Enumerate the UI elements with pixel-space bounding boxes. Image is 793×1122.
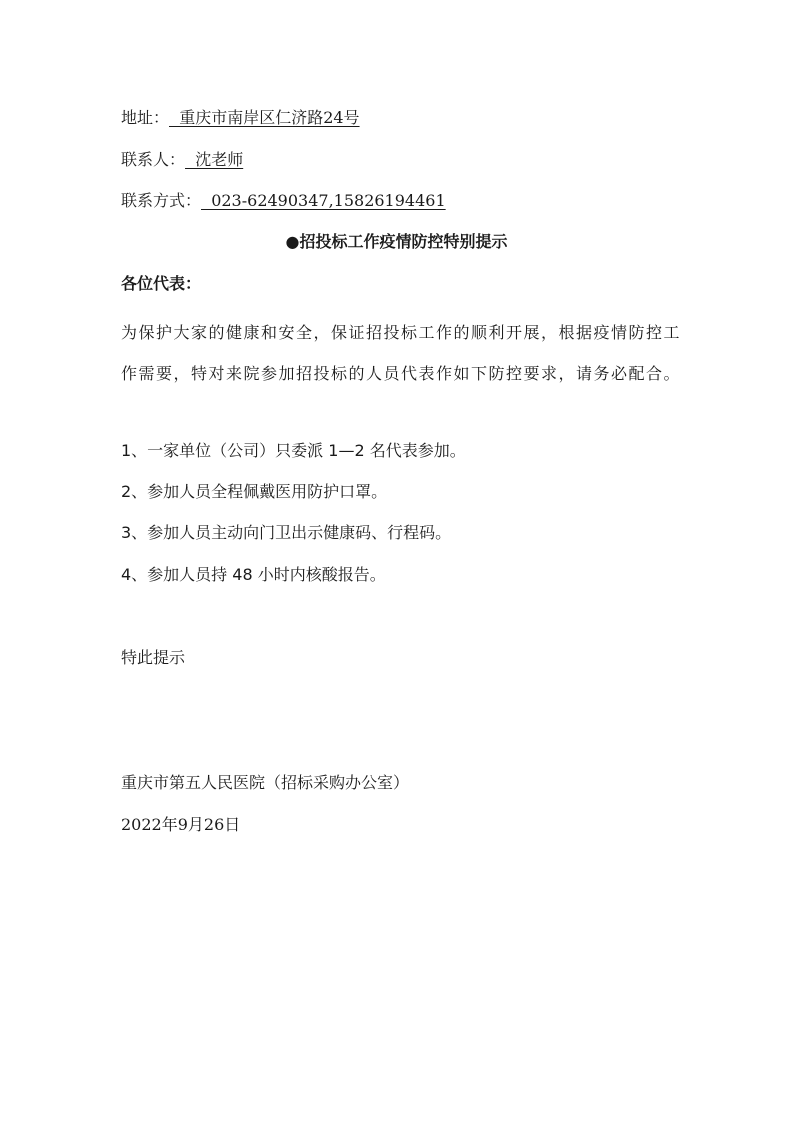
- intro-paragraph: 为保护大家的健康和安全，保证招投标工作的顺利开展，根据疫情防控工作需要，特对来院参加招投标的人员代表作如下防控要求，请务必配合。: [121, 323, 682, 383]
- list-item: 3、参加人员主动向门卫出示健康码、行程码。: [121, 523, 452, 542]
- address-label: 地址：: [121, 108, 170, 127]
- notice-title: ●招投标工作疫情防控特别提示: [285, 232, 508, 251]
- signature-org: 重庆市第五人民医院（招标采购办公室）: [121, 773, 410, 792]
- address-line: [121, 108, 360, 128]
- list-item: 4、参加人员持 48 小时内核酸报告。: [121, 565, 386, 584]
- closing-text: 特此提示: [121, 648, 186, 667]
- contact-person-line: [121, 150, 243, 170]
- contact-person-value: 沈老师: [185, 150, 244, 169]
- list-item: 2、参加人员全程佩戴医用防护口罩。: [121, 482, 388, 501]
- phone-value: 023-62490347,15826194461: [201, 191, 446, 210]
- contact-person-label: 联系人：: [121, 150, 186, 169]
- signature-date: 2022年9月26日: [121, 815, 241, 834]
- address-value: 重庆市南岸区仁济路24号: [169, 108, 360, 127]
- greeting: 各位代表：: [121, 274, 202, 293]
- list-item: 1、一家单位（公司）只委派 1—2 名代表参加。: [121, 441, 466, 460]
- phone-label: 联系方式：: [121, 191, 202, 210]
- phone-line: [121, 191, 446, 211]
